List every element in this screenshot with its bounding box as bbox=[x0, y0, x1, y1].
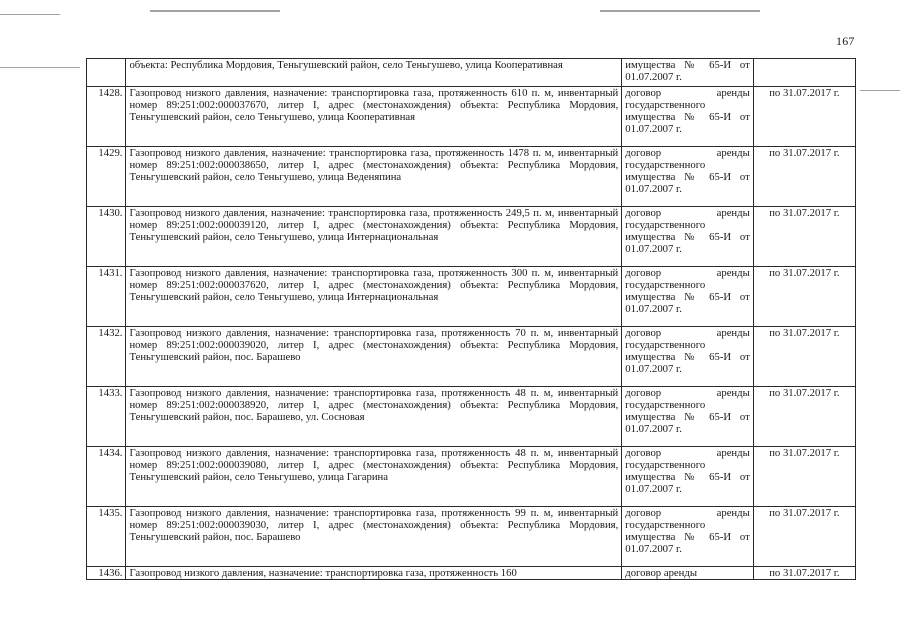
legal-basis: договор аренды государственного имущества № 65-И от 01.07.2007 г. bbox=[622, 147, 754, 207]
legal-basis: имущества № 65-И от 01.07.2007 г. bbox=[622, 59, 754, 87]
object-description: Газопровод низкого давления, назначение: транспортировка газа, протяженность 48 п. м, инвентарный номер 89:251:002:000039080, литер I, адрес (местонахождения) объекта: Республика Мордовия, Теньгушевский район, село Теньгушево, улица Гагарина bbox=[126, 447, 622, 507]
object-description: Газопровод низкого давления, назначение: транспортировка газа, протяженность 48 п. м, инвентарный номер 89:251:002:000038920, литер I, адрес (местонахождения) объекта: Республика Мордовия, Теньгушевский район, пос. Барашево, ул. Сосновая bbox=[126, 387, 622, 447]
table-row bbox=[87, 87, 856, 147]
term: по 31.07.2017 г. bbox=[753, 447, 855, 507]
row-number: 1431. bbox=[87, 267, 126, 327]
legal-basis: договор аренды государственного имущества № 65-И от 01.07.2007 г. bbox=[622, 207, 754, 267]
scan-artifact-top-left bbox=[0, 14, 60, 15]
table-row bbox=[87, 447, 856, 507]
table-row bbox=[87, 567, 856, 580]
legal-basis: договор аренды государственного имущества № 65-И от 01.07.2007 г. bbox=[622, 267, 754, 327]
term: по 31.07.2017 г. bbox=[753, 267, 855, 327]
table-row bbox=[87, 147, 856, 207]
legal-basis: договор аренды bbox=[622, 567, 754, 580]
row-number: 1436. bbox=[87, 567, 126, 580]
row-number: 1433. bbox=[87, 387, 126, 447]
term: по 31.07.2017 г. bbox=[753, 507, 855, 567]
table-row bbox=[87, 267, 856, 327]
object-description: Газопровод низкого давления, назначение: транспортировка газа, протяженность 610 п. м, инвентарный номер 89:251:002:000037670, литер I, адрес (местонахождения) объекта: Республика Мордовия, Теньгушевский район, село Теньгушево, улица Кооперативная bbox=[126, 87, 622, 147]
object-description: Газопровод низкого давления, назначение: транспортировка газа, протяженность 70 п. м, инвентарный номер 89:251:002:000039020, литер I, адрес (местонахождения) объекта: Республика Мордовия, Теньгушевский район, пос. Барашево bbox=[126, 327, 622, 387]
row-number: 1428. bbox=[87, 87, 126, 147]
scan-artifact-left-margin bbox=[0, 67, 80, 68]
row-number: 1430. bbox=[87, 207, 126, 267]
object-description: Газопровод низкого давления, назначение: транспортировка газа, протяженность 300 п. м, инвентарный номер 89:251:002:000037620, литер I, адрес (местонахождения) объекта: Республика Мордовия, Теньгушевский район, село Теньгушево, улица Интернациональная bbox=[126, 267, 622, 327]
scan-artifact-top-right bbox=[600, 10, 760, 12]
table-row bbox=[87, 59, 856, 87]
object-description: Газопровод низкого давления, назначение: транспортировка газа, протяженность 99 п. м, инвентарный номер 89:251:002:000039030, литер I, адрес (местонахождения) объекта: Республика Мордовия, Теньгушевский район, пос. Барашево bbox=[126, 507, 622, 567]
table-row bbox=[87, 207, 856, 267]
term: по 31.07.2017 г. bbox=[753, 87, 855, 147]
legal-basis: договор аренды государственного имущества № 65-И от 01.07.2007 г. bbox=[622, 87, 754, 147]
scan-artifact-right-margin bbox=[860, 90, 900, 91]
term: по 31.07.2017 г. bbox=[753, 327, 855, 387]
row-number: 1435. bbox=[87, 507, 126, 567]
legal-basis: договор аренды государственного имущества № 65-И от 01.07.2007 г. bbox=[622, 327, 754, 387]
legal-basis: договор аренды государственного имущества № 65-И от 01.07.2007 г. bbox=[622, 507, 754, 567]
row-number bbox=[87, 59, 126, 87]
property-registry-table bbox=[86, 58, 856, 580]
object-description: Газопровод низкого давления, назначение: транспортировка газа, протяженность 160 bbox=[126, 567, 622, 580]
legal-basis: договор аренды государственного имущества № 65-И от 01.07.2007 г. bbox=[622, 387, 754, 447]
legal-basis: договор аренды государственного имущества № 65-И от 01.07.2007 г. bbox=[622, 447, 754, 507]
term: по 31.07.2017 г. bbox=[753, 147, 855, 207]
term: по 31.07.2017 г. bbox=[753, 387, 855, 447]
term: по 31.07.2017 г. bbox=[753, 567, 855, 580]
scan-artifact-top-center bbox=[150, 10, 280, 12]
object-description: Газопровод низкого давления, назначение: транспортировка газа, протяженность 249,5 п. м, инвентарный номер 89:251:002:000039120, литер I, адрес (местонахождения) объекта: Республика Мордовия, Теньгушевский район, село Теньгушево, улица Интернациональная bbox=[126, 207, 622, 267]
page-number: 167 bbox=[836, 34, 855, 48]
table-row bbox=[87, 387, 856, 447]
row-number: 1429. bbox=[87, 147, 126, 207]
term: по 31.07.2017 г. bbox=[753, 207, 855, 267]
table-row bbox=[87, 507, 856, 567]
row-number: 1432. bbox=[87, 327, 126, 387]
row-number: 1434. bbox=[87, 447, 126, 507]
table-row bbox=[87, 327, 856, 387]
object-description: Газопровод низкого давления, назначение: транспортировка газа, протяженность 1478 п. м, инвентарный номер 89:251:002:000038650, литер I, адрес (местонахождения) объекта: Республика Мордовия, Теньгушевский район, село Теньгушево, улица Веденяпина bbox=[126, 147, 622, 207]
object-description: объекта: Республика Мордовия, Теньгушевский район, село Теньгушево, улица Кооперативная bbox=[126, 59, 622, 87]
term bbox=[753, 59, 855, 87]
